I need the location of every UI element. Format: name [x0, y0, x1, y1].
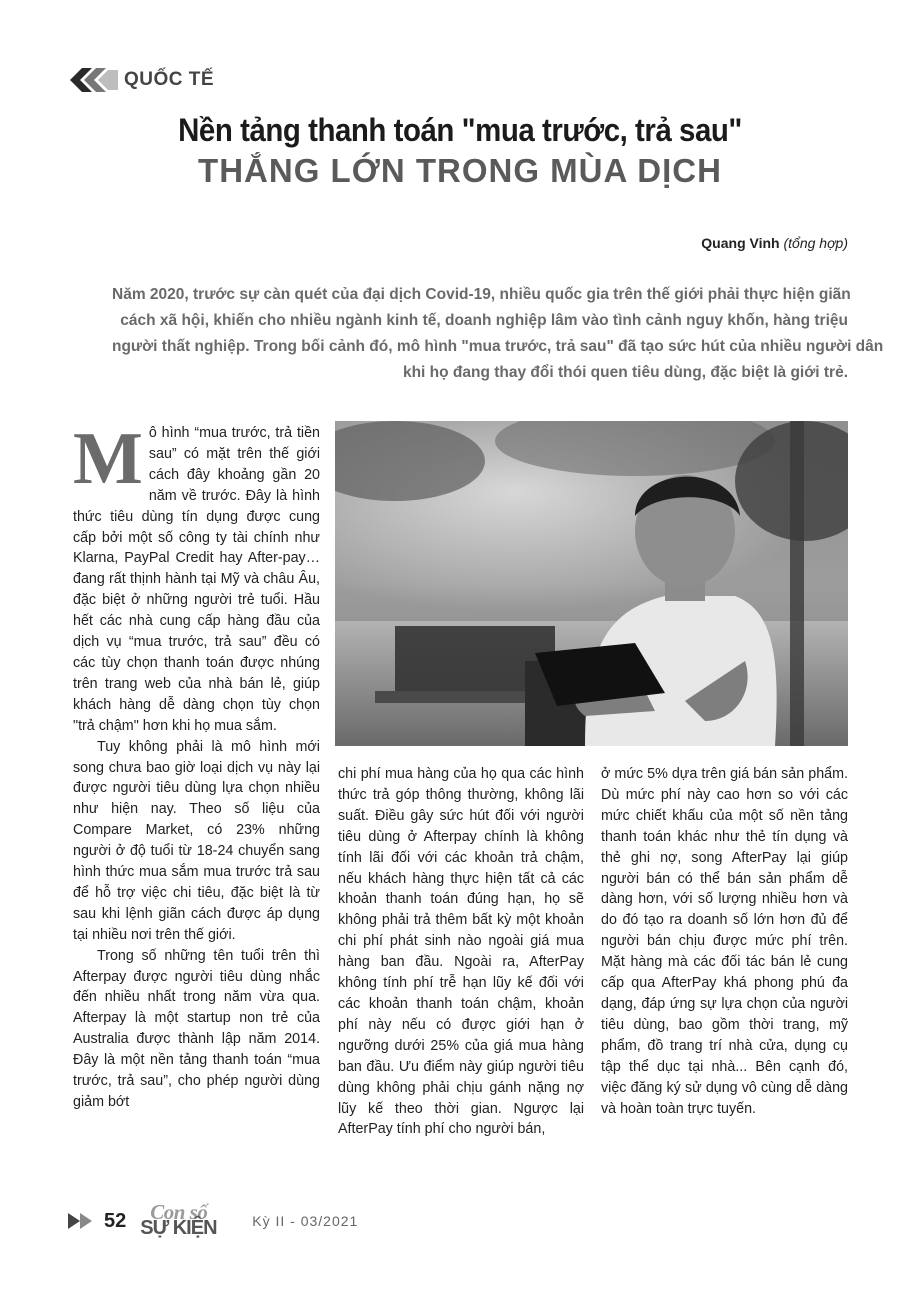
- paragraph: Trong số những tên tuổi trên thì Afterpay được người tiêu dùng nhắc đến nhiều nhất trong năm vừa qua. Afterpay là một startup non trẻ của Australia được thành lập năm 2014. Đây là một nền tảng thanh toán “mua trước, trả sau”, cho phép người dùng giảm bớt: [73, 947, 320, 1110]
- article-column-2: [338, 764, 584, 1140]
- headline: Nền tảng thanh toán "mua trước, trả sau": [178, 112, 742, 148]
- lede-line: cách xã hội, khiến cho nhiều ngành kinh tế, doanh nghiệp lâm vào tình cảnh nguy khốn, hàng triệu: [120, 312, 848, 329]
- logo-line-2: SỰ KIỆN: [140, 1217, 217, 1239]
- logo-line-1: Con số: [150, 1200, 208, 1224]
- double-arrow-icon: [68, 1213, 98, 1229]
- section-label: QUỐC TẾ: [124, 69, 215, 90]
- lede-line: Năm 2020, trước sự càn quét của đại dịch Covid-19, nhiều quốc gia trên thế giới phải thực hiện giãn: [112, 286, 851, 303]
- paragraph: Tuy không phải là mô hình mới song chưa bao giờ loại dịch vụ này lại được người tiêu dùng lựa chọn nhiều như hiện nay. Theo số liệu của Compare Market, có 23% những người ở độ tuổi từ 18-24 chuyển sang hình thức mua sắm mua trước trả sau để hỗ trợ việc chi tiêu, đặc biệt là từ sau khi lệnh giãn cách được áp dụng tại nhiều nơi trên thế giới.: [73, 738, 320, 943]
- author-name: Quang Vinh: [701, 235, 780, 251]
- drop-cap: M: [73, 418, 143, 500]
- lede-line: người thất nghiệp. Trong bối cảnh đó, mô hình "mua trước, trả sau" đã tạo sức hút của nhiều người dân: [112, 338, 884, 355]
- chevron-double-icon: [68, 65, 120, 95]
- paragraph: chi phí mua hàng của họ qua các hình thức trả góp thông thường, không lãi suất. Điều gây sức hút đối với người tiêu dùng ở Afterpay chính là không tính lãi đối với các khoản trả chậm, nếu khách hàng thực hiện tất cả các khoản thanh toán đúng hạn, họ sẽ không phải trả thêm bất kỳ một khoản chi phí phát sinh nào ngoài giá mua hàng ban đầu. Ngoài ra, AfterPay không tính phí trễ hạn lũy kế đối với các khoản thanh toán chậm, khoản phí này nếu có được giới hạn ở ngưỡng dưới 25% của giá mua hàng ban đầu. Ưu điểm này giúp người tiêu dùng không phải chịu gánh nặng nợ lũy kế theo thời gian. Ngược lại AfterPay tính phí cho người bán,: [338, 766, 584, 1138]
- headline-subtitle: THẮNG LỚN TRONG MÙA DỊCH: [198, 152, 722, 189]
- lede-paragraph: [112, 282, 884, 386]
- paragraph-text: ô hình “mua trước, trả tiền sau” có mặt trên thế giới cách đây khoảng gần 20 năm về trước. Đây là hình thức tiêu dùng tín dụng được cung cấp bởi một số công ty tài chính như Klarna, PayPal Credit hay After-pay… đang rất thịnh hành tại Mỹ và châu Âu, đặc biệt ở những người trẻ tuổi. Hầu hết các nhà cung cấp hàng đầu của dịch vụ “mua trước, trả sau” đều có các tùy chọn thanh toán được nhúng trên trang web của nhà bán lẻ, giúp khách hàng dễ dàng chọn tùy chọn "trả chậm" hơn khi họ mua sắm.: [73, 425, 320, 734]
- article-column-3: [601, 764, 848, 1119]
- byline-note: (tổng hợp): [783, 235, 848, 251]
- magazine-logo: [138, 1200, 250, 1239]
- byline: [701, 235, 848, 251]
- lede-line: khi họ đang thay đổi thói quen tiêu dùng, đặc biệt là giới trẻ.: [402, 364, 848, 381]
- paragraph: ở mức 5% dựa trên giá bán sản phẩm. Dù mức phí này cao hơn so với các mức chiết khấu của một số nền tảng thanh toán khác như thẻ tín dụng và thẻ ghi nợ, song AfterPay lại giúp người bán có thể bán sản phẩm dễ dàng hơn, với số lượng nhiều hơn và do đó tạo ra doanh số lớn hơn đủ để người bán chịu được mức phí trên. Mặt hàng mà các đối tác bán lẻ cung cấp qua AfterPay khá phong phú đa dạng, đáp ứng sự lựa chọn của người tiêu dùng, bao gồm thời trang, mỹ phẩm, đồ trang trí nhà cửa, dụng cụ tập thể dục tại nhà... Bên cạnh đó, việc đăng ký sử dụng vô cùng dễ dàng và hoàn toàn trực tuyến.: [601, 766, 848, 1117]
- page-number: 52: [104, 1209, 127, 1232]
- man-with-tablet-image: [335, 421, 848, 746]
- article-column-1: [73, 418, 320, 1113]
- article-photo: [335, 421, 848, 746]
- page-footer: [68, 1200, 359, 1239]
- paragraph: [73, 418, 320, 737]
- issue-label: Kỳ II - 03/2021: [252, 1213, 359, 1229]
- section-header: [68, 60, 214, 100]
